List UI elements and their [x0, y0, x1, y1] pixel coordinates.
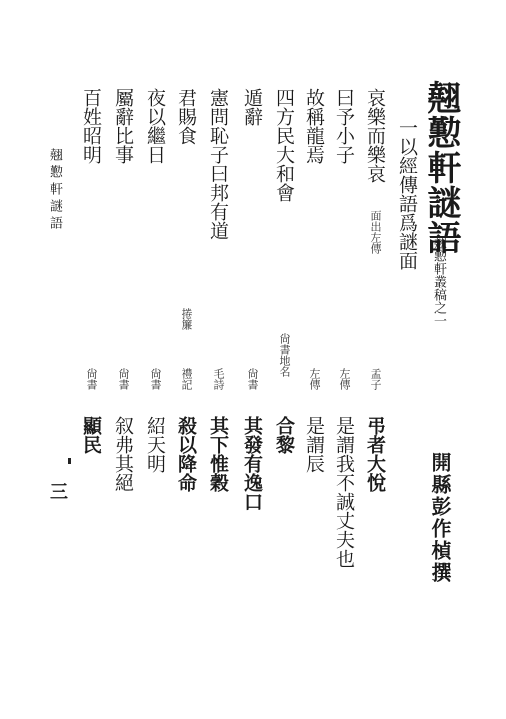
riddle-answer-source: 左傳 [308, 368, 321, 390]
riddle-answer: 叙弗其絕 [112, 416, 134, 492]
book-title: 翹懃軒謎語 [421, 80, 461, 255]
riddle-face: 四方民大和會 [273, 88, 295, 202]
riddle-face: 憲問恥子曰邦有道 [207, 88, 229, 240]
riddle-answer: 顯民 [80, 416, 102, 454]
riddle-answer-source: 尙書 [149, 368, 162, 390]
riddle-face: 遁辭 [241, 88, 263, 126]
riddle-answer-source: 毛詩 [212, 368, 225, 390]
section-heading: 一以經傳語爲謎面 [396, 118, 418, 270]
page-number: 三 [50, 482, 68, 503]
riddle-face: 屬辭比事 [112, 88, 134, 164]
riddle-face: 夜以繼日 [144, 88, 166, 164]
riddle-face-source: 尙書地名 [278, 333, 291, 377]
riddle-answer: 其下惟穀 [207, 416, 229, 492]
riddle-answer: 其發有逸口 [241, 416, 263, 511]
riddle-face: 百姓昭明 [80, 88, 102, 164]
riddle-answer-source: 尙書 [85, 368, 98, 390]
riddle-answer-source: 尙書 [246, 368, 259, 390]
riddle-answer-source: 左傳 [338, 368, 351, 390]
riddle-face: 哀樂而樂哀 [364, 88, 386, 183]
riddle-answer: 是謂辰 [303, 416, 325, 473]
riddle-answer: 殺以降命 [175, 416, 197, 492]
riddle-answer-source: 尙書 [117, 368, 130, 390]
author-line: 開縣彭作楨撰 [428, 452, 452, 584]
riddle-answer: 合黎 [273, 416, 295, 454]
riddle-answer: 是謂我不誠丈夫也 [333, 416, 355, 568]
series-note: 翹懃軒叢稿之一 [431, 236, 446, 327]
ink-speck [68, 458, 71, 464]
riddle-answer-source: 禮記 [180, 368, 193, 390]
margin-title: 翹懃軒謎語 [47, 148, 62, 233]
riddle-answer: 弔者大悅 [364, 416, 386, 492]
riddle-face-source: 面出左傳 [369, 210, 382, 254]
riddle-answer-source: 孟子 [369, 368, 382, 390]
riddle-answer: 紹天明 [144, 416, 166, 473]
riddle-face: 故稱龍焉 [303, 88, 325, 164]
riddle-face-source: 捲簾 [180, 308, 193, 330]
riddle-face: 君賜食 [175, 88, 197, 145]
riddle-face: 曰予小子 [333, 88, 355, 164]
